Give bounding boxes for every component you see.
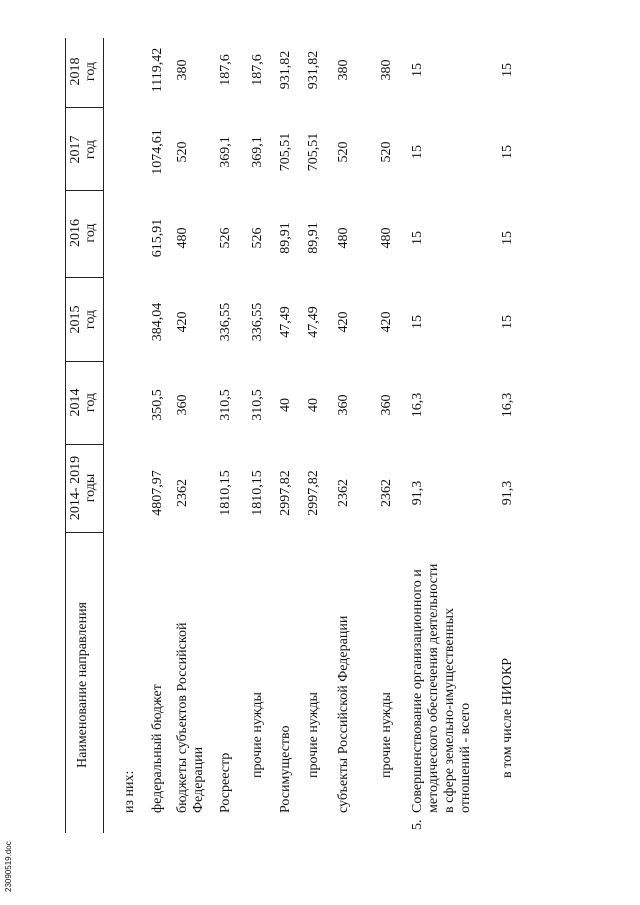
row-value: 2997,82 — [306, 470, 321, 516]
row-value: 15 — [410, 231, 425, 245]
row-value: 480 — [175, 227, 190, 249]
row-value: 526 — [250, 227, 265, 249]
row-value: 91,3 — [500, 480, 515, 506]
header-year-line1: 2014 — [68, 388, 83, 417]
row-value: 369,1 — [250, 136, 265, 168]
header-bottom-rule — [103, 38, 104, 833]
row-value: 47,49 — [306, 306, 321, 338]
row-value: 336,55 — [250, 302, 265, 342]
rotated-table — [0, 38, 560, 868]
row-label: субъекты Российской Федерации — [336, 615, 351, 813]
header-year-line2: год — [83, 309, 98, 330]
header-year-line1: 2014- 2019 — [68, 455, 83, 521]
row-value: 1810,15 — [250, 470, 265, 516]
header-divider — [65, 190, 103, 191]
row-label: прочие нужды — [379, 692, 394, 778]
row-label: прочие нужды — [250, 692, 265, 778]
header-year-2017 — [68, 112, 98, 187]
row-value: 16,3 — [410, 392, 425, 418]
row-value: 480 — [379, 227, 394, 249]
row-label: прочие нужды — [306, 692, 321, 778]
header-name: Наименование направления — [75, 602, 90, 768]
row-value: 520 — [336, 141, 351, 163]
row-value: 420 — [175, 311, 190, 333]
row-label: федеральный бюджет — [150, 684, 165, 813]
header-year-line1: 2015 — [68, 305, 83, 334]
row-value: 2362 — [175, 479, 190, 507]
row-value: 931,82 — [278, 50, 293, 90]
row-value: 1810,15 — [218, 470, 233, 516]
row-value: 310,5 — [250, 389, 265, 421]
row-value: 931,82 — [306, 50, 321, 90]
row-label: бюджеты субъектов Российской Федерации — [175, 622, 206, 813]
header-year-line2: год — [83, 392, 98, 413]
row-value: 187,6 — [250, 54, 265, 86]
header-year-line2: год — [83, 61, 98, 82]
header-year-line2: годы — [83, 473, 98, 503]
row-value: 520 — [175, 141, 190, 163]
header-year-2014 — [68, 365, 98, 440]
row-value: 420 — [379, 311, 394, 333]
row-value: 520 — [379, 141, 394, 163]
header-year-2018 — [68, 39, 98, 104]
row-value: 91,3 — [410, 480, 425, 506]
row-value: 369,1 — [218, 136, 233, 168]
row-value: 420 — [336, 311, 351, 333]
row-value: 360 — [379, 394, 394, 416]
row-value: 380 — [175, 59, 190, 81]
row-value: 15 — [410, 315, 425, 329]
header-divider — [65, 361, 103, 362]
row-value: 187,6 — [218, 54, 233, 86]
row-label: Совершенствование организационного и методического обеспечения деятельности в сфере земельно-имущественных отношений - всего — [410, 563, 473, 813]
row-value: 310,5 — [218, 389, 233, 421]
header-divider — [65, 444, 103, 445]
row-label: Росимущество — [278, 725, 293, 813]
row-value: 2997,82 — [278, 470, 293, 516]
row-value: 360 — [336, 394, 351, 416]
row-value: 15 — [500, 315, 515, 329]
row-value: 2362 — [379, 479, 394, 507]
row-value: 40 — [278, 398, 293, 412]
row-value: 360 — [175, 394, 190, 416]
header-year-line2: год — [83, 139, 98, 160]
row-value: 526 — [218, 227, 233, 249]
row-value: 336,55 — [218, 302, 233, 342]
row-value: 47,49 — [278, 306, 293, 338]
row-value: 380 — [336, 59, 351, 81]
header-year-line2: год — [83, 223, 98, 243]
header-year-2015 — [68, 282, 98, 357]
row-value: 705,51 — [306, 132, 321, 172]
row-value: 40 — [306, 398, 321, 412]
row-value: 89,91 — [306, 222, 321, 254]
header-divider — [65, 277, 103, 278]
row-value: 15 — [410, 63, 425, 77]
row-number: 5. — [410, 819, 425, 830]
row-value: 4807,97 — [150, 470, 165, 516]
row-value: 16,3 — [500, 392, 515, 418]
row-value: 15 — [500, 63, 515, 77]
row-value: 1074,61 — [150, 129, 165, 175]
row-value: 705,51 — [278, 132, 293, 172]
header-divider — [65, 107, 103, 108]
header-divider — [65, 532, 103, 533]
row-value: 615,91 — [150, 218, 165, 258]
header-year-2016 — [68, 193, 98, 273]
row-label: из них: — [122, 770, 137, 813]
row-value: 2362 — [336, 479, 351, 507]
header-year-line1: 2017 — [68, 135, 83, 164]
row-value: 15 — [500, 145, 515, 159]
header-year-line1: 2018 — [68, 57, 83, 86]
row-value: 350,5 — [150, 389, 165, 421]
row-label: Росреестр — [218, 752, 233, 813]
row-value: 384,04 — [150, 302, 165, 342]
header-top-rule — [65, 38, 66, 833]
document-code: 23090519.doc — [4, 841, 13, 892]
row-label: в том числе НИОКР — [500, 657, 515, 778]
row-value: 89,91 — [278, 222, 293, 254]
row-value: 380 — [379, 59, 394, 81]
row-value: 15 — [410, 145, 425, 159]
header-year-line1: 2016 — [68, 219, 83, 247]
row-value: 15 — [500, 231, 515, 245]
row-value: 480 — [336, 227, 351, 249]
header-year-total — [68, 448, 98, 528]
row-value: 1119,42 — [150, 47, 165, 93]
